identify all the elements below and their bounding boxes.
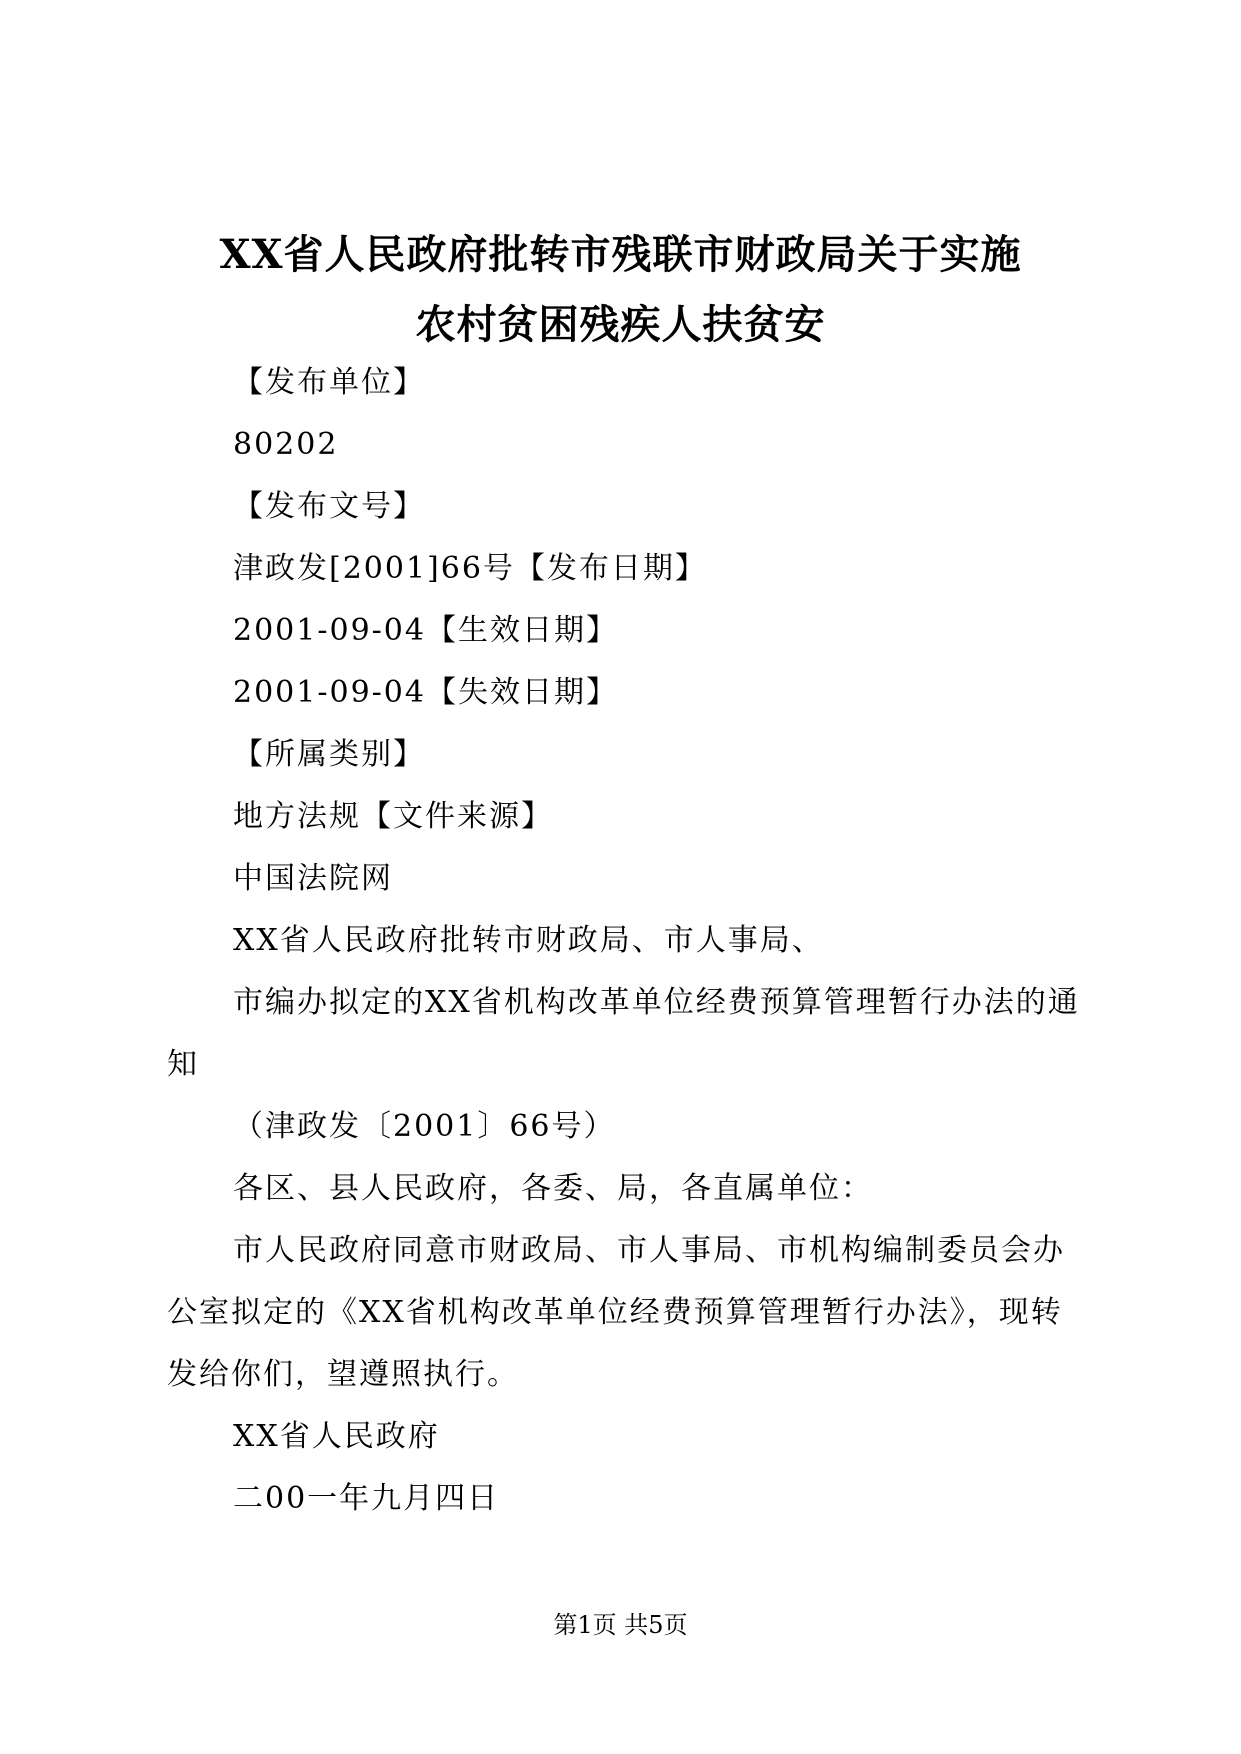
paragraph: 中国法院网 — [233, 861, 393, 896]
paragraph: 地方法规【文件来源】 — [233, 799, 553, 834]
document-body — [167, 352, 1092, 1530]
title-line-1: XX省人民政府批转市残联市财政局关于实施 — [219, 231, 1022, 278]
paragraph: （津政发〔2001〕66号） — [233, 1109, 616, 1144]
paragraph: 【发布文号】 — [233, 489, 425, 524]
paragraph: 【所属类别】 — [233, 737, 425, 772]
paragraph: 津政发[2001]66号【发布日期】 — [233, 551, 707, 586]
paragraph: 80202 — [233, 427, 339, 462]
paragraph: XX省人民政府 — [233, 1419, 440, 1454]
document-title — [140, 220, 1101, 360]
paragraph: 各区、县人民政府，各委、局，各直属单位： — [233, 1171, 873, 1206]
paragraph: XX省人民政府批转市财政局、市人事局、 — [233, 923, 824, 958]
paragraph: 2001-09-04【失效日期】 — [233, 675, 618, 710]
paragraph: 【发布单位】 — [233, 365, 425, 400]
paragraph: 二00一年九月四日 — [233, 1481, 500, 1516]
paragraph: 市人民政府同意市财政局、市人事局、市机构编制委员会办公室拟定的《XX省机构改革单位经费预算管理暂行办法》，现转发给你们，望遵照执行。 — [167, 1233, 1065, 1392]
paragraph: 市编办拟定的XX省机构改革单位经费预算管理暂行办法的通知 — [167, 985, 1080, 1082]
page-footer: 第1页 共5页 — [553, 1611, 688, 1639]
paragraph: 2001-09-04【生效日期】 — [233, 613, 618, 648]
title-line-2: 农村贫困残疾人扶贫安 — [415, 301, 826, 348]
